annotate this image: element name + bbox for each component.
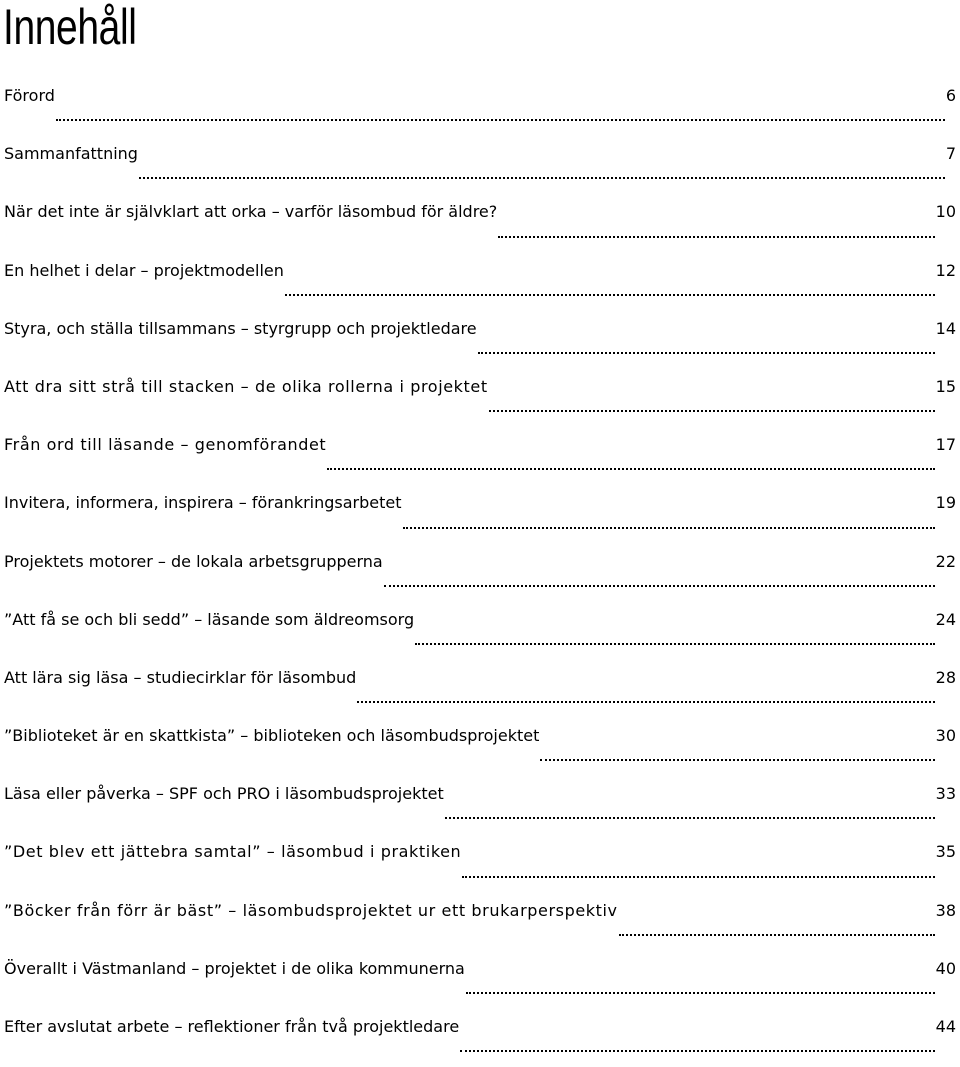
toc-entry-title: Att lära sig läsa – studiecirklar för läsombud	[4, 667, 357, 687]
toc-entry-page-number: 40	[935, 958, 956, 978]
toc-entry[interactable]	[4, 427, 956, 485]
toc-entry-title: ”Det blev ett jättebra samtal” – läsombud i praktiken	[4, 842, 462, 862]
dot-leader	[357, 701, 934, 703]
dot-leader	[403, 527, 935, 529]
toc-entry-title: Från ord till läsande – genomförandet	[4, 435, 327, 455]
toc-entry-page-number: 35	[935, 842, 956, 862]
dot-leader	[384, 585, 935, 587]
toc-entry-page-number: 14	[935, 318, 956, 338]
toc-entry[interactable]	[4, 718, 956, 776]
toc-entry-title: Att dra sitt strå till stacken – de olika rollerna i projektet	[4, 376, 488, 396]
toc-entry-title: När det inte är självklart att orka – varför läsombud för äldre?	[4, 202, 498, 222]
toc-entry[interactable]	[4, 602, 956, 660]
toc-entry-title: Sammanfattning	[4, 144, 138, 164]
toc-entry-page-number: 38	[935, 900, 956, 920]
toc-entry-page-number: 33	[935, 784, 956, 804]
toc-entry-title: Förord	[4, 86, 55, 105]
dot-leader	[445, 817, 935, 819]
dot-leader	[56, 119, 945, 121]
dot-leader	[327, 468, 934, 470]
toc-entry-page-number: 30	[935, 726, 956, 746]
toc-entry-title: ”Biblioteket är en skattkista” – biblioteken och läsombudsprojektet	[4, 726, 540, 746]
toc-entry-title: Projektets motorer – de lokala arbetsgrupperna	[4, 551, 383, 571]
toc-entry[interactable]	[4, 136, 956, 194]
toc-entry-page-number: 24	[935, 609, 956, 629]
toc-entry[interactable]	[4, 951, 956, 1009]
toc-entry-page-number: 12	[935, 260, 956, 280]
toc-entry[interactable]	[4, 1009, 956, 1067]
toc-entry-page-number: 6	[945, 86, 956, 105]
dot-leader	[489, 410, 935, 412]
toc-entry[interactable]	[4, 776, 956, 834]
toc-entry[interactable]	[4, 253, 956, 311]
dot-leader	[139, 177, 945, 179]
dot-leader	[460, 1050, 934, 1052]
dot-leader	[415, 643, 935, 645]
dot-leader	[466, 992, 935, 994]
dot-leader	[478, 352, 935, 354]
table-of-contents	[4, 78, 956, 1067]
toc-entry[interactable]	[4, 78, 956, 136]
toc-entry[interactable]	[4, 544, 956, 602]
toc-entry[interactable]	[4, 311, 956, 369]
toc-entry[interactable]	[4, 485, 956, 543]
toc-entry[interactable]	[4, 194, 956, 252]
toc-entry-page-number: 28	[935, 667, 956, 687]
toc-entry-page-number: 19	[935, 493, 956, 513]
page-title: Innehåll	[3, 0, 137, 55]
toc-entry-title: Läsa eller påverka – SPF och PRO i läsombudsprojektet	[4, 784, 444, 804]
toc-entry-page-number: 17	[935, 435, 956, 455]
dot-leader	[540, 759, 934, 761]
toc-entry[interactable]	[4, 660, 956, 718]
toc-entry-title: Styra, och ställa tillsammans – styrgrupp och projektledare	[4, 318, 477, 338]
toc-entry-title: Invitera, informera, inspirera – förankringsarbetet	[4, 493, 402, 513]
toc-entry-title: ”Böcker från förr är bäst” – läsombudsprojektet ur ett brukarperspektiv	[4, 900, 618, 920]
toc-entry-title: Efter avslutat arbete – reflektioner från två projektledare	[4, 1017, 460, 1036]
toc-entry-page-number: 15	[935, 376, 956, 396]
toc-entry-page-number: 22	[935, 551, 956, 571]
dot-leader	[285, 294, 935, 296]
toc-entry-title: En helhet i delar – projektmodellen	[4, 260, 284, 280]
toc-entry-page-number: 10	[935, 202, 956, 222]
dot-leader	[498, 236, 934, 238]
toc-entry-page-number: 7	[945, 144, 956, 164]
toc-entry-title: Överallt i Västmanland – projektet i de olika kommunerna	[4, 958, 465, 978]
dot-leader	[619, 934, 935, 936]
toc-entry[interactable]	[4, 893, 956, 951]
toc-entry[interactable]	[4, 369, 956, 427]
toc-entry-page-number: 44	[935, 1017, 956, 1036]
dot-leader	[462, 876, 934, 878]
toc-entry-title: ”Att få se och bli sedd” – läsande som äldreomsorg	[4, 609, 415, 629]
toc-entry[interactable]	[4, 834, 956, 892]
